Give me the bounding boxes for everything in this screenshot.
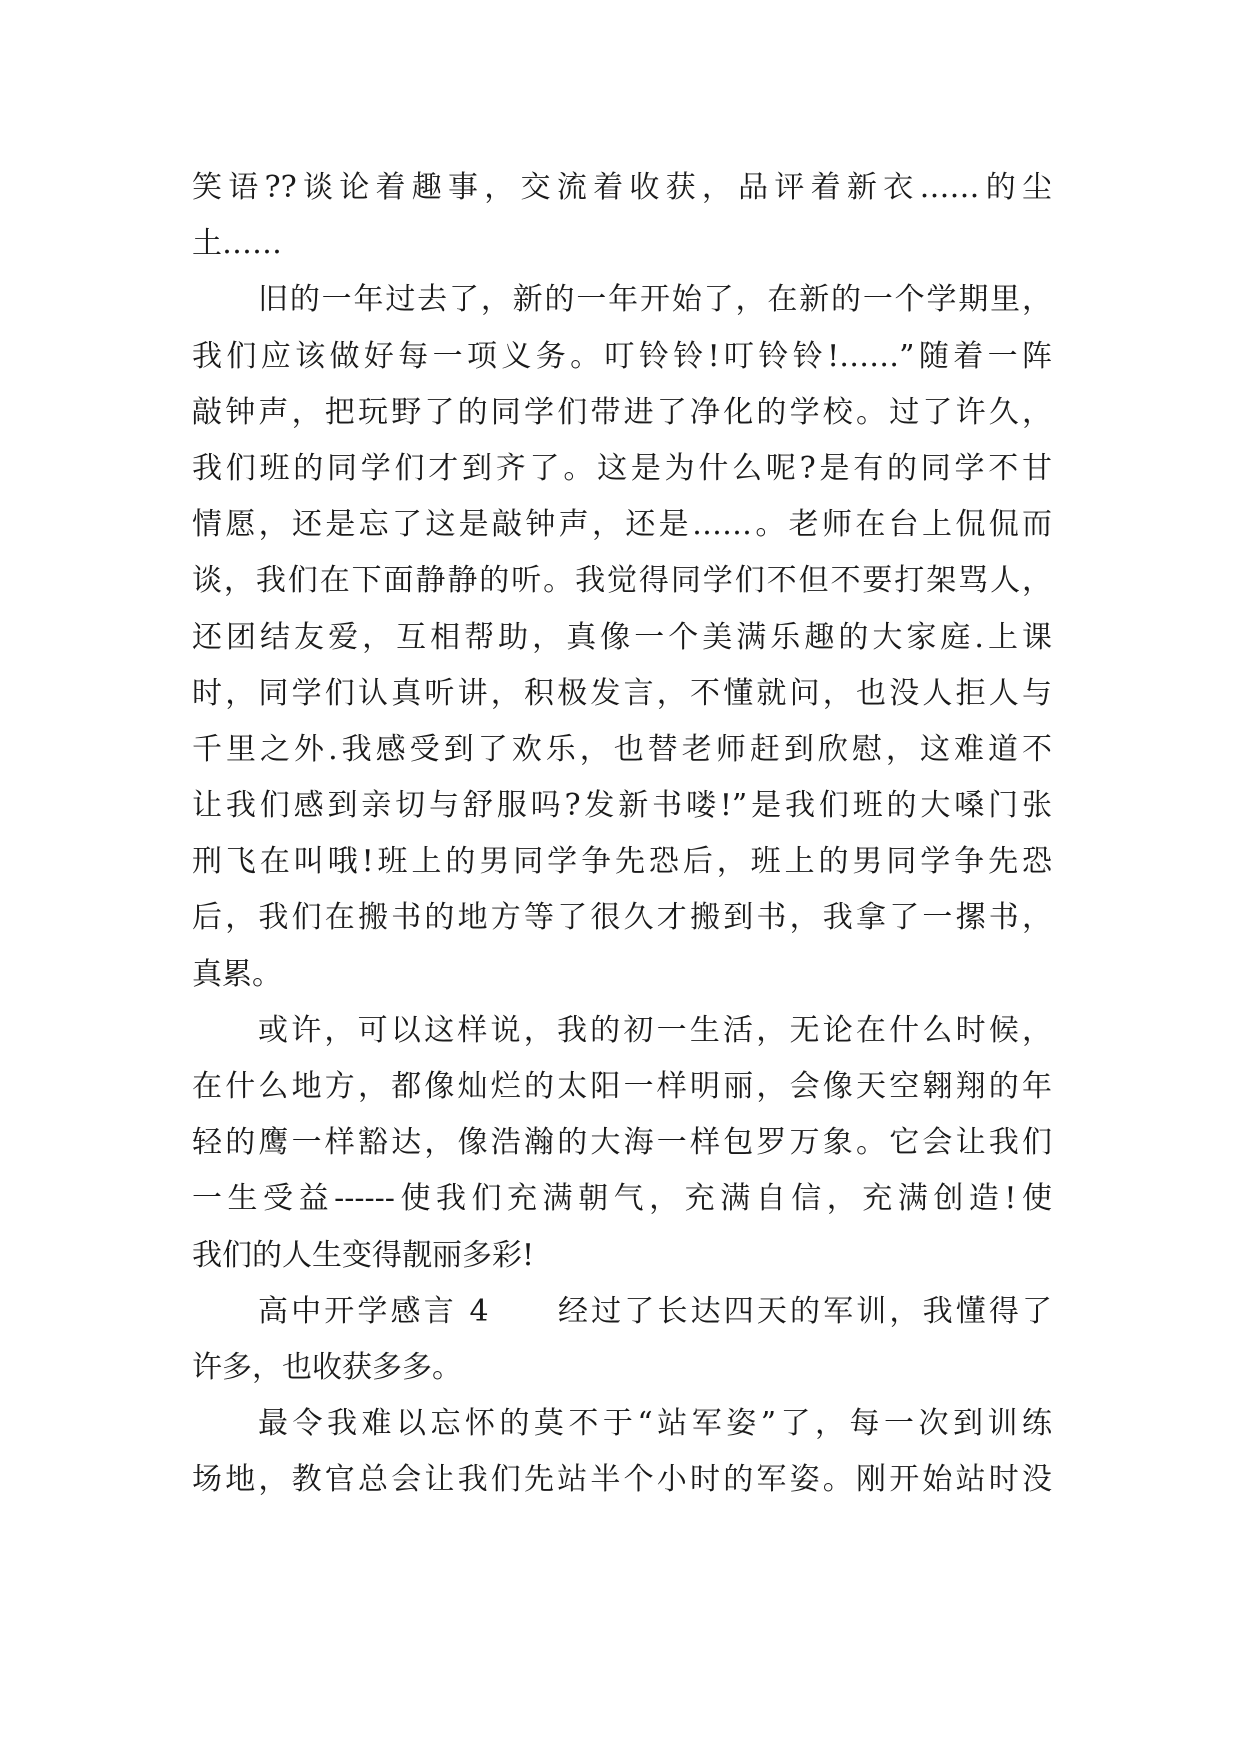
text-line: 笑语??谈论着趣事，交流着收获，品评着新衣……的尘 bbox=[192, 170, 1052, 205]
body-text bbox=[192, 160, 1052, 1509]
text-line: 土…… bbox=[192, 226, 282, 262]
text-line: 谈，我们在下面静静的听。我觉得同学们不但不要打架骂人， bbox=[192, 563, 1052, 599]
text-line: 时，同学们认真听讲，积极发言，不懂就问，也没人拒人与 bbox=[192, 675, 1052, 711]
text-line: 一生受益------使我们充满朝气，充满自信，充满创造!使 bbox=[192, 1181, 1052, 1217]
text-line: 我们班的同学们才到齐了。这是为什么呢?是有的同学不甘 bbox=[192, 450, 1052, 486]
text-line: 最令我难以忘怀的莫不于“站军姿”了，每一次到训练 bbox=[258, 1406, 1052, 1442]
text-line: 我们的人生变得靓丽多彩! bbox=[192, 1237, 535, 1273]
text-line: 轻的鹰一样豁达，像浩瀚的大海一样包罗万象。它会让我们 bbox=[192, 1125, 1052, 1161]
text-line: 情愿，还是忘了这是敲钟声，还是……。老师在台上侃侃而 bbox=[192, 507, 1052, 543]
text-line: 让我们感到亲切与舒服吗?发新书喽!”是我们班的大嗓门张 bbox=[192, 788, 1052, 824]
text-line: 后，我们在搬书的地方等了很久才搬到书，我拿了一摞书， bbox=[192, 900, 1052, 936]
text-line: 敲钟声，把玩野了的同学们带进了净化的学校。过了许久， bbox=[192, 394, 1052, 430]
text-line: 在什么地方，都像灿烂的太阳一样明丽，会像天空翱翔的年 bbox=[192, 1069, 1052, 1104]
text-line: 我们应该做好每一项义务。叮铃铃!叮铃铃!……”随着一阵 bbox=[192, 338, 1052, 374]
text-line: 真累。 bbox=[192, 956, 282, 992]
text-line: 还团结友爱，互相帮助，真像一个美满乐趣的大家庭.上课 bbox=[192, 619, 1052, 655]
text-line: 许多，也收获多多。 bbox=[192, 1349, 462, 1385]
text-line: 旧的一年过去了，新的一年开始了，在新的一个学期里， bbox=[258, 282, 1052, 318]
text-line: 刑飞在叫哦!班上的男同学争先恐后，班上的男同学争先恐 bbox=[192, 844, 1052, 880]
text-line: 场地，教官总会让我们先站半个小时的军姿。刚开始站时没 bbox=[192, 1462, 1052, 1498]
text-line: 高中开学感言 4 经过了长达四天的军训，我懂得了 bbox=[258, 1293, 1052, 1329]
text-line: 千里之外.我感受到了欢乐，也替老师赶到欣慰，这难道不 bbox=[192, 731, 1052, 767]
text-line: 或许，可以这样说，我的初一生活，无论在什么时候， bbox=[258, 1012, 1052, 1048]
